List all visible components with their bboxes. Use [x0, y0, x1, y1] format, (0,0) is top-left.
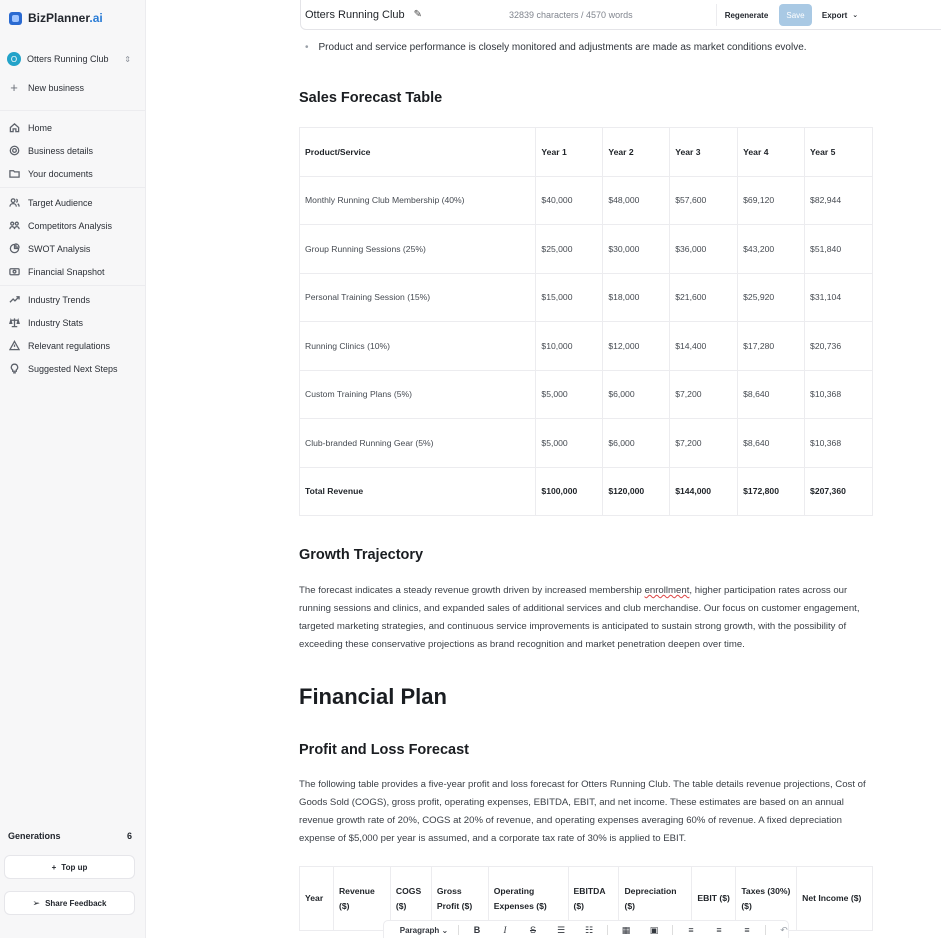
scale-icon [8, 317, 20, 329]
table-cell: $25,920 [738, 273, 805, 322]
table-cell: $8,640 [738, 370, 805, 419]
table-row [300, 370, 873, 419]
sidebar-item-label: Home [28, 122, 53, 133]
align-left-icon[interactable]: ≡ [688, 925, 694, 935]
competitors-icon [8, 220, 20, 232]
table-cell: $10,000 [536, 322, 603, 371]
paragraph-text: , higher participation rates across our running sessions and clinics, and expanded sales of additional services and club merchandise. Our focus on customer engagement, targeted marketing strategies, and continuous service improvements is anticipated to sustain strong growth, with the possibility of exceeding these conservative projections as brand recognition and market penetration deepen over time. [299, 585, 860, 650]
users-icon [8, 197, 20, 209]
sales-forecast-heading: Sales Forecast Table [299, 90, 443, 106]
table-header-cell: Year 2 [603, 128, 670, 177]
pencil-icon[interactable]: ✎ [413, 9, 423, 20]
table-cell: $12,000 [603, 322, 670, 371]
table-cell: $20,736 [805, 322, 873, 371]
nav-group-analysis [8, 191, 138, 283]
table-icon[interactable]: ▦ [621, 924, 631, 935]
sidebar-item-competitors-analysis[interactable] [8, 214, 138, 237]
bullet-list-icon[interactable]: ☰ [556, 924, 566, 935]
bulb-icon [8, 363, 20, 375]
table-cell: $51,840 [805, 225, 873, 274]
sidebar-item-label: Industry Stats [28, 317, 84, 328]
home-icon [8, 122, 20, 134]
table-header-cell: Year [300, 867, 334, 931]
bold-icon[interactable]: B [473, 925, 481, 935]
chevron-down-icon: ⌄ [852, 12, 859, 19]
sidebar-item-label: Suggested Next Steps [28, 363, 118, 374]
table-header-cell: EBITDA ($) [568, 867, 619, 931]
table-cell: $7,200 [670, 370, 738, 419]
send-icon: ➢ [32, 897, 41, 908]
list-item-text: Product and service performance is closely monitored and adjustments are made as market conditions evolve. [318, 42, 807, 53]
table-cell: $82,944 [805, 176, 873, 225]
table-cell: $8,640 [738, 419, 805, 468]
sidebar-item-label: Industry Trends [28, 294, 91, 305]
table-cell: Group Running Sessions (25%) [300, 225, 536, 274]
folder-icon [8, 168, 20, 180]
table-row [300, 419, 873, 468]
chevron-updown-icon: ⇕ [124, 54, 131, 64]
table-header-cell: Year 5 [805, 128, 873, 177]
table-cell: $6,000 [603, 370, 670, 419]
table-cell: Custom Training Plans (5%) [300, 370, 536, 419]
share-feedback-button[interactable] [4, 891, 135, 915]
align-center-icon[interactable]: ≡ [716, 925, 722, 935]
growth-trajectory-heading: Growth Trajectory [299, 547, 424, 563]
table-header-cell: Net Income ($) [797, 867, 873, 931]
table-row [300, 225, 873, 274]
paragraph-style-select[interactable]: Paragraph ⌄ [399, 925, 449, 935]
sidebar-divider [0, 187, 146, 188]
table-row [300, 322, 873, 371]
table-row [300, 273, 873, 322]
table-cell: $69,120 [738, 176, 805, 225]
generations-counter [8, 831, 132, 841]
sidebar-item-label: Competitors Analysis [28, 220, 113, 231]
export-label: Export [821, 10, 848, 20]
table-cell: $43,200 [738, 225, 805, 274]
table-cell: $40,000 [536, 176, 603, 225]
share-feedback-label: Share Feedback [45, 898, 107, 908]
nav-group-main [8, 116, 138, 185]
business-switcher[interactable] [7, 51, 131, 67]
table-header-cell: Operating Expenses ($) [488, 867, 568, 931]
image-icon[interactable]: ▣ [649, 924, 659, 935]
generations-label: Generations [8, 831, 61, 841]
sidebar-item-relevant-regulations[interactable] [8, 334, 138, 357]
plus-icon: + [10, 80, 18, 95]
table-cell: $48,000 [603, 176, 670, 225]
bullet-dot: • [305, 42, 309, 53]
sidebar-item-label: Your documents [28, 168, 93, 179]
generations-count: 6 [126, 831, 132, 841]
sidebar-item-business-details[interactable] [8, 139, 138, 162]
sidebar-item-label: Target Audience [28, 197, 93, 208]
sidebar-item-label: Financial Snapshot [28, 266, 105, 277]
toolbar-divider [765, 925, 766, 935]
toolbar-divider [607, 925, 608, 935]
list-item [305, 42, 807, 53]
document-title: Otters Running Club [305, 8, 405, 21]
italic-icon[interactable]: I [503, 925, 507, 935]
table-cell: $172,800 [738, 467, 805, 516]
align-right-icon[interactable]: ≡ [744, 925, 750, 935]
table-cell: $18,000 [603, 273, 670, 322]
top-up-button[interactable] [4, 855, 135, 879]
table-cell: Club-branded Running Gear (5%) [300, 419, 536, 468]
table-cell: $31,104 [805, 273, 873, 322]
sidebar-divider [0, 110, 146, 111]
sidebar-item-target-audience[interactable] [8, 191, 138, 214]
profit-loss-heading: Profit and Loss Forecast [299, 742, 470, 758]
sidebar-item-label: Business details [28, 145, 94, 156]
table-cell: $21,600 [670, 273, 738, 322]
table-cell: $120,000 [603, 467, 670, 516]
table-header-cell: Year 1 [536, 128, 603, 177]
top-up-label: Top up [61, 862, 88, 872]
paragraph-text: The forecast indicates a steady revenue growth driven by increased membership [299, 585, 645, 596]
document-editor [147, 0, 941, 938]
sidebar-divider [0, 285, 146, 286]
new-business-label: New business [28, 83, 85, 93]
table-cell: $144,000 [670, 467, 738, 516]
table-cell: Total Revenue [300, 467, 536, 516]
table-cell: $10,368 [805, 419, 873, 468]
sidebar-item-industry-stats[interactable] [8, 311, 138, 334]
table-cell: $5,000 [536, 370, 603, 419]
table-cell: $25,000 [536, 225, 603, 274]
financial-plan-heading: Financial Plan [299, 684, 447, 709]
table-cell: $7,200 [670, 419, 738, 468]
sidebar-item-industry-trends[interactable] [8, 288, 138, 311]
table-cell: $36,000 [670, 225, 738, 274]
table-cell: $10,368 [805, 370, 873, 419]
business-avatar: O [7, 52, 21, 66]
undo-icon[interactable]: ↶ [780, 924, 788, 935]
brand-logo[interactable] [9, 11, 103, 25]
table-cell: $100,000 [536, 467, 603, 516]
table-cell: $14,400 [670, 322, 738, 371]
table-total-row [300, 467, 873, 516]
table-header-cell: COGS ($) [390, 867, 431, 931]
table-cell: Monthly Running Club Membership (40%) [300, 176, 536, 225]
table-header-cell: Year 3 [670, 128, 738, 177]
document-toolbar [300, 0, 941, 30]
brand-name: BizPlanner.ai [28, 11, 103, 25]
spellcheck-word[interactable]: enrollment [644, 585, 690, 596]
growth-trajectory-paragraph [299, 582, 873, 654]
table-header-cell: Depreciation ($) [619, 867, 692, 931]
sidebar-item-swot-analysis[interactable] [8, 237, 138, 260]
business-name: Otters Running Club [27, 54, 109, 64]
sidebar [0, 0, 146, 938]
character-count: 32839 characters / 4570 words [509, 9, 633, 20]
table-cell: $6,000 [603, 419, 670, 468]
table-cell: Personal Training Session (15%) [300, 273, 536, 322]
table-cell: $5,000 [536, 419, 603, 468]
table-header-cell: Gross Profit ($) [431, 867, 488, 931]
table-header-cell: Product/Service [300, 128, 536, 177]
table-row [300, 176, 873, 225]
numbered-list-icon[interactable]: ☷ [584, 924, 594, 935]
table-cell: $30,000 [603, 225, 670, 274]
new-business-button[interactable] [8, 82, 84, 94]
table-header-cell: EBIT ($) [692, 867, 736, 931]
export-button[interactable] [815, 4, 865, 26]
money-icon [8, 266, 20, 278]
table-cell: $15,000 [536, 273, 603, 322]
sidebar-item-financial-snapshot[interactable] [8, 260, 138, 283]
sidebar-item-home[interactable] [8, 116, 138, 139]
sidebar-item-label: SWOT Analysis [28, 243, 91, 254]
brand-icon [9, 12, 22, 25]
table-header-cell: Taxes (30%) ($) [736, 867, 797, 931]
toolbar-divider [672, 925, 673, 935]
table-cell: $207,360 [805, 467, 873, 516]
table-cell: $17,280 [738, 322, 805, 371]
table-header-cell: Year 4 [738, 128, 805, 177]
save-button[interactable]: Save [779, 4, 812, 26]
formatting-toolbar [383, 920, 789, 938]
table-cell: Running Clinics (10%) [300, 322, 536, 371]
plus-icon: + [51, 862, 57, 872]
trend-icon [8, 294, 20, 306]
sidebar-item-label: Relevant regulations [28, 340, 111, 351]
sales-forecast-table [299, 127, 873, 516]
regenerate-button[interactable]: Regenerate [716, 4, 776, 26]
strikethrough-icon[interactable]: S [529, 925, 536, 935]
table-cell: $57,600 [670, 176, 738, 225]
table-header-cell: Revenue ($) [333, 867, 390, 931]
toolbar-divider [458, 925, 459, 935]
nav-group-industry [8, 288, 138, 380]
pie-icon [8, 243, 20, 255]
warning-icon [8, 340, 20, 352]
sidebar-item-suggested-next-steps[interactable] [8, 357, 138, 380]
sidebar-item-your-documents[interactable] [8, 162, 138, 185]
paragraph-style-label: Paragraph [399, 925, 440, 935]
profit-loss-paragraph: The following table provides a five-year profit and loss forecast for Otters Running Club. The table details revenue projections, Cost of Goods Sold (COGS), gross profit, operating expenses, EBITDA, EBIT, and net income. These estimates are based on an annual revenue growth rate of 20%, COGS at 20% of revenue, and operating expenses averaging 60% of revenue. A fixed depreciation expense of $5,000 per year is assumed, and a corporate tax rate of 30% is applied to EBIT. [299, 779, 866, 844]
table-header-row [300, 128, 873, 177]
gear-icon [8, 145, 20, 157]
